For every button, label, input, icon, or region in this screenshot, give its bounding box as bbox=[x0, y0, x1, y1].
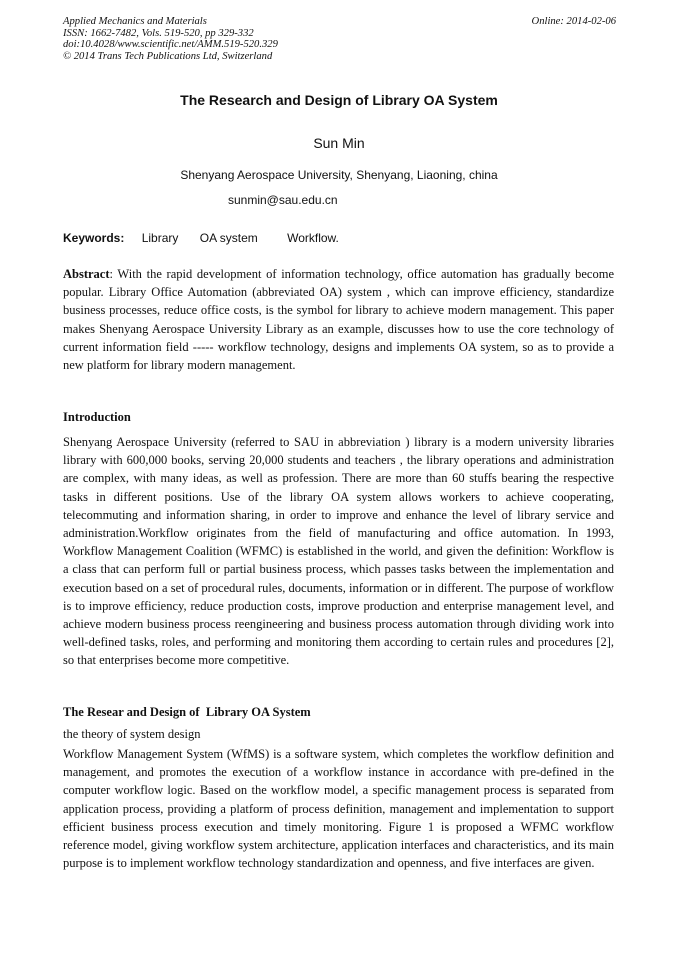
author-email: sunmin@sau.edu.cn bbox=[228, 193, 338, 207]
keywords-label: Keywords: bbox=[63, 231, 125, 245]
journal-header bbox=[63, 16, 616, 62]
keyword: OA system bbox=[199, 231, 258, 245]
abstract-section bbox=[63, 265, 614, 374]
paper-title: The Research and Design of Library OA System bbox=[180, 92, 498, 108]
abstract-text: : With the rapid development of information technology, office automation has gradually become popular. Library Office Automation (abbreviated OA) system , which can improve efficiency, standardize business processes, reduce office costs, is the symbol for library to achieve modern management. This paper makes Shenyang Aerospace University Library as an example, discusses how to use the core technology of current information field ----- workflow technology, designs and implements OA system, so as to provide a new platform for library modern management. bbox=[63, 267, 614, 373]
copyright-line: © 2014 Trans Tech Publications Ltd, Switzerland bbox=[63, 50, 273, 62]
design-section bbox=[63, 745, 614, 872]
keywords-line bbox=[63, 231, 357, 245]
keyword: Library bbox=[141, 231, 179, 245]
issn-line: ISSN: 1662-7482, Vols. 519-520, pp 329-332 bbox=[63, 27, 254, 39]
doi-line: doi:10.4028/www.scientific.net/AMM.519-520.329 bbox=[63, 39, 278, 50]
keyword: Workflow. bbox=[287, 231, 339, 245]
abstract-paragraph bbox=[63, 265, 614, 374]
design-subheading: the theory of system design bbox=[63, 727, 201, 741]
online-date: Online: 2014-02-06 bbox=[531, 16, 616, 27]
author-affiliation: Shenyang Aerospace University, Shenyang, Liaoning, china bbox=[180, 168, 498, 182]
abstract-label: Abstract bbox=[63, 267, 110, 281]
design-paragraph: Workflow Management System (WfMS) is a software system, which completes the workflow definition and management, and promotes the execution of a workflow instance in accordance with pre-defined in the computer workflow logic. Based on the workflow model, a specific management process is separated from application process, providing a platform of process definition, management and implementation to support efficient business process execution and timely monitoring. Figure 1 is proposed a WFMC workflow reference model, giving workflow system architecture, application interfaces and characteristics, and its main purpose is to implement workflow technology standardization and openness, and five interfaces are given. bbox=[63, 747, 614, 871]
journal-name: Applied Mechanics and Materials bbox=[63, 16, 207, 27]
author-name: Sun Min bbox=[313, 135, 365, 151]
design-heading: The Resear and Design of Library OA System bbox=[63, 705, 311, 719]
introduction-heading: Introduction bbox=[63, 410, 131, 424]
introduction-section bbox=[63, 433, 614, 670]
introduction-paragraph: Shenyang Aerospace University (referred to SAU in abbreviation ) library is a modern university libraries library with 600,000 books, serving 20,000 students and teachers , the library operations and administration are complex, with many ideas, as well as profession. There are more than 60 stuffs bearing the respective tasks in different positions. Use of the library OA system allows workers to achieve cooperating, telecommuting and information sharing, in order to improve and enhance the level of library service and administration.Workflow originates from the field of manufacturing and office automation. In 1993, Workflow Management Coalition (WFMC) is established in the world, and given the definition: Workflow is a class that can perform full or partial business process, which passes tasks between the implementation and execution based on a set of procedural rules, documents, information or in different. The purpose of workflow is to improve efficiency, reduce production costs, improve production and enterprise management level, and achieve modern business process reengineering and business process automation through dividing work into well-defined tasks, roles, and performing and monitoring them according to certain rules and procedures [2], so that enterprises become more competitive. bbox=[63, 435, 614, 668]
